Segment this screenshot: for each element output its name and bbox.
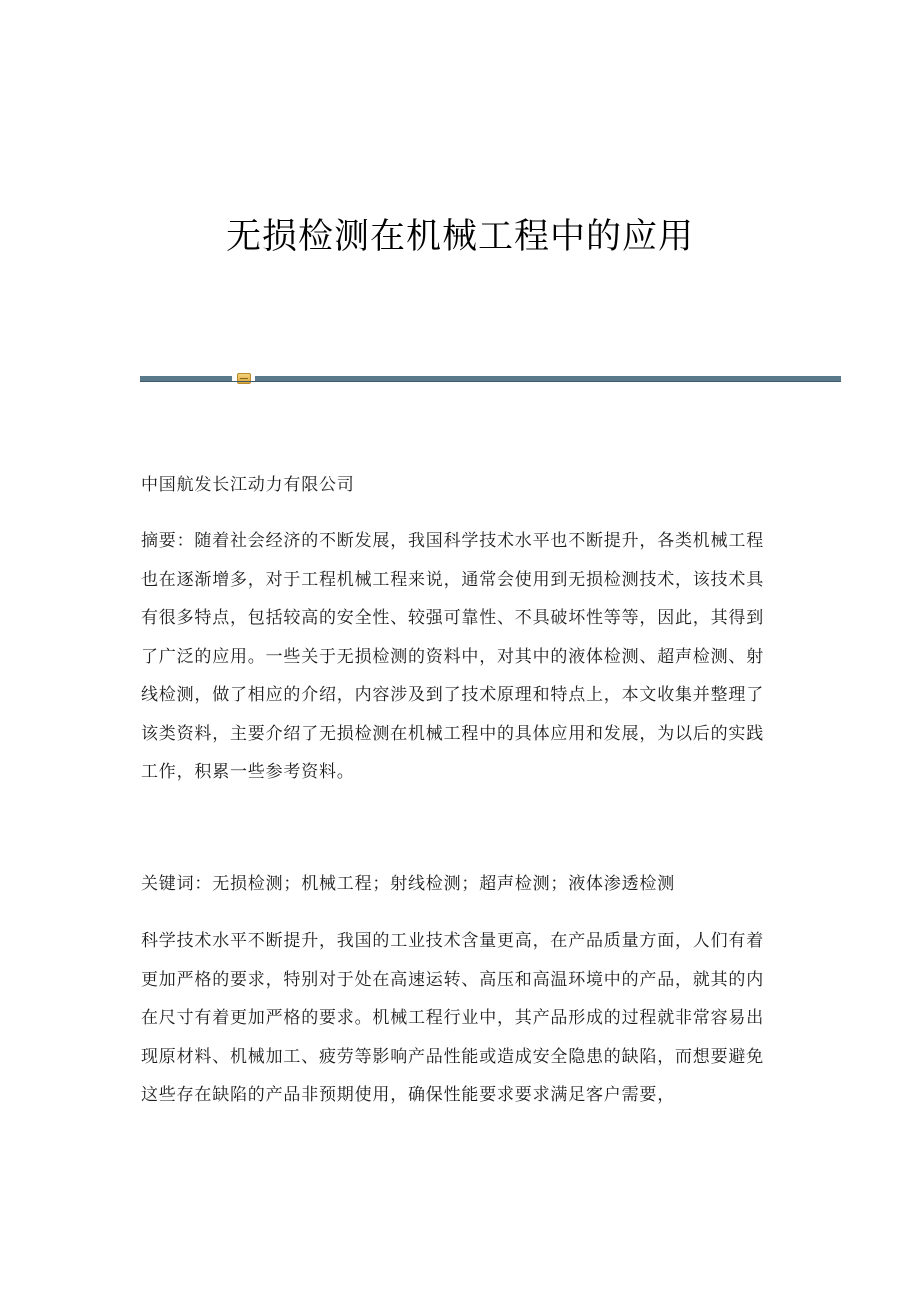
title-divider [140,373,841,383]
body-paragraph: 科学技术水平不断提升，我国的工业技术含量更高，在产品质量方面，人们有着更加严格的要求，特别对于处在高速运转、高压和高温环境中的产品，就其的内在尺寸有着更加严格的要求。机械工程行业中，其产品形成的过程就非常容易出现原材料、机械加工、疲劳等影响产品性能或造成安全隐患的缺陷，而想要避免这些存在缺陷的产品非预期使用，确保性能要求要求满足客户需要， [141,931,764,1105]
document-title: 无损检测在机械工程中的应用 [225,217,694,257]
author-affiliation: 中国航发长江动力有限公司 [141,475,355,495]
divider-shadow [140,381,841,382]
keywords-line: 关键词：无损检测；机械工程；射线检测；超声检测；液体渗透检测 [141,874,675,894]
divider-emblem-icon [237,373,251,384]
abstract-paragraph: 摘要：随着社会经济的不断发展，我国科学技术水平也不断提升，各类机械工程也在逐渐增多，对于工程机械工程来说，通常会使用到无损检测技术，该技术具有很多特点，包括较高的安全性、较强可靠性、不具破坏性等等，因此，其得到了广泛的应用。一些关于无损检测的资料中，对其中的液体检测、超声检测、射线检测，做了相应的介绍，内容涉及到了技术原理和特点上，本文收集并整理了该类资料，主要介绍了无损检测在机械工程中的具体应用和发展，为以后的实践工作，积累一些参考资料。 [141,531,764,782]
